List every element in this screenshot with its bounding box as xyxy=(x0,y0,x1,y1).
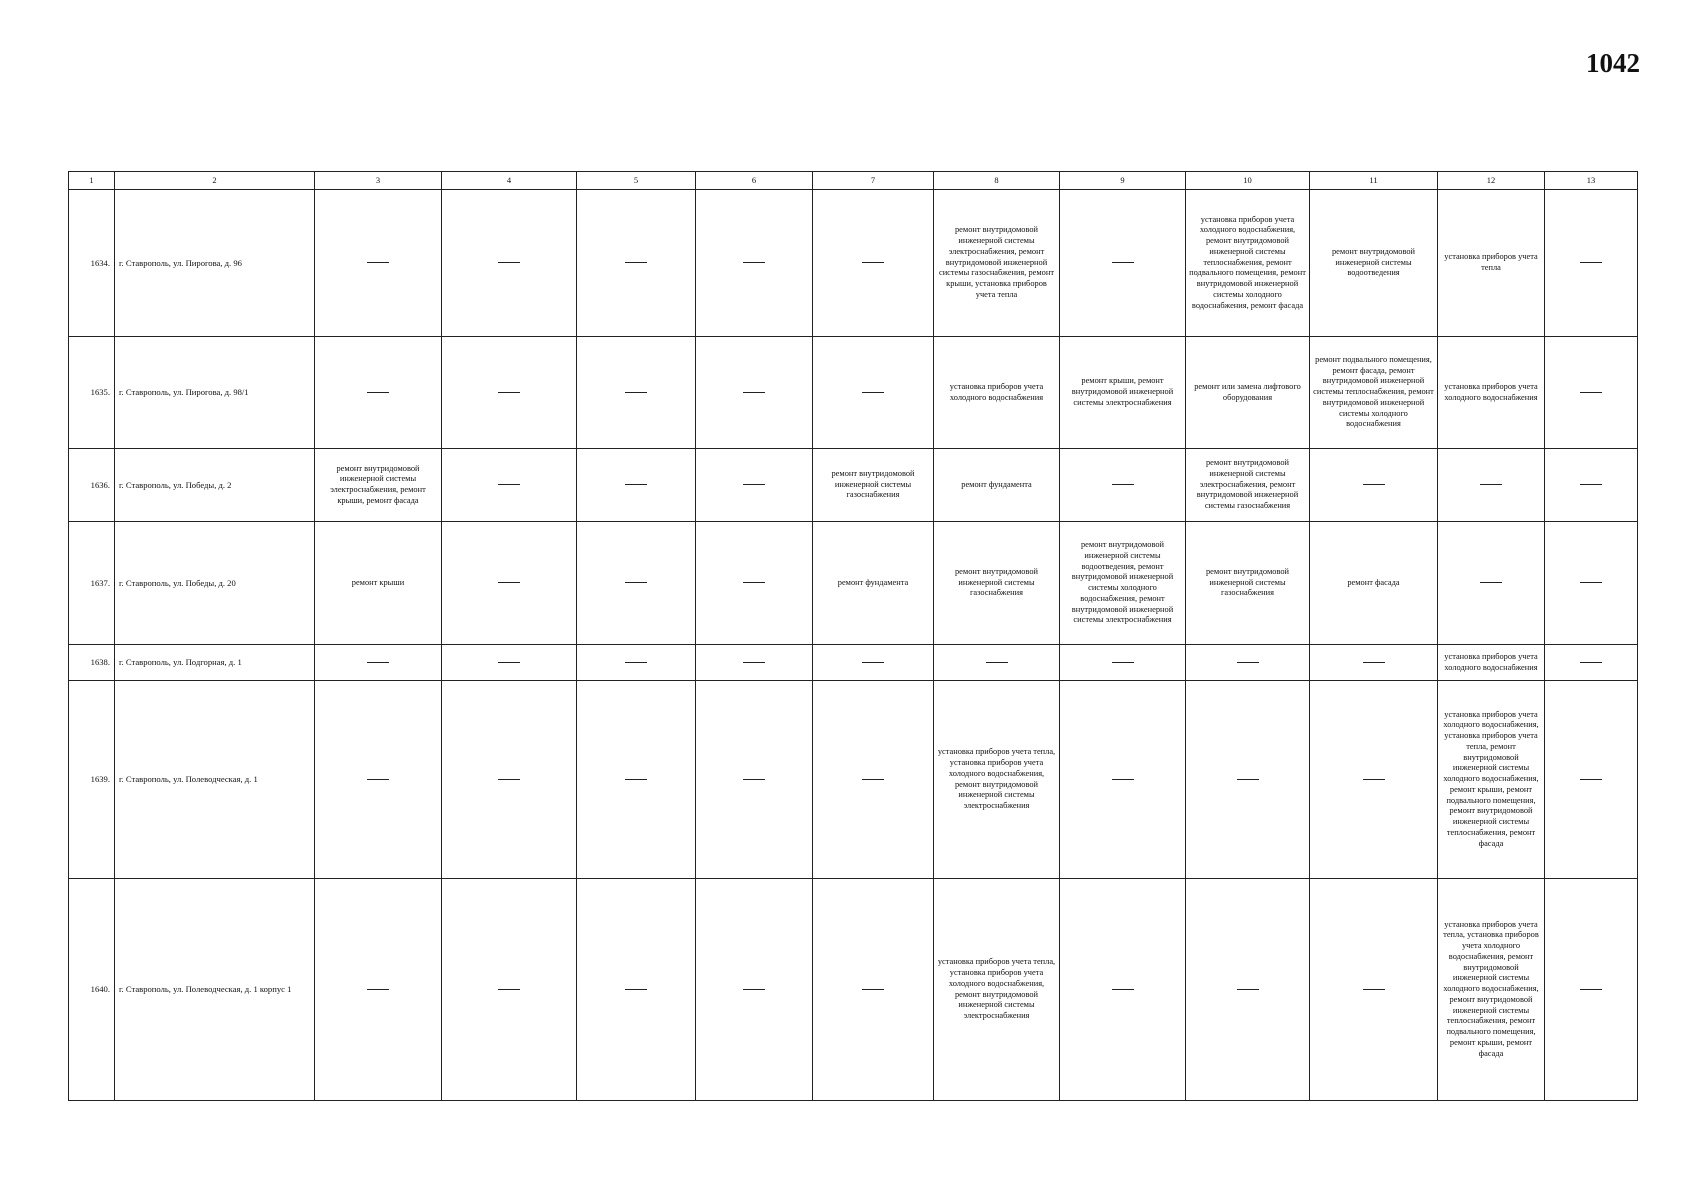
cell-col-9 xyxy=(1060,449,1186,522)
cell-col-10 xyxy=(1186,879,1310,1101)
empty-dash xyxy=(862,392,884,393)
empty-dash xyxy=(862,262,884,263)
empty-dash xyxy=(367,779,389,780)
empty-dash xyxy=(743,484,765,485)
cell-col-5 xyxy=(577,190,696,337)
cell-col-5 xyxy=(577,645,696,681)
cell-col-12: установка приборов учета холодного водоснабжения xyxy=(1438,337,1545,449)
column-number: 2 xyxy=(115,172,315,190)
empty-dash xyxy=(1237,779,1259,780)
cell-col-11 xyxy=(1310,449,1438,522)
empty-dash xyxy=(743,392,765,393)
cell-col-10: ремонт или замена лифтового оборудования xyxy=(1186,337,1310,449)
cell-col-8 xyxy=(934,645,1060,681)
cell-col-12 xyxy=(1438,522,1545,645)
cell-col-5 xyxy=(577,681,696,879)
cell-col-12: установка приборов учета тепла xyxy=(1438,190,1545,337)
empty-dash xyxy=(625,582,647,583)
cell-col-12: установка приборов учета холодного водоснабжения, установка приборов учета тепла, ремонт внутридомовой инженерной системы холодного водоснабжения, ремонт крыши, ремонт подвального помещения, ремонт внутридомовой инженерной системы теплоснабжения, ремонт фасада xyxy=(1438,681,1545,879)
cell-col-4 xyxy=(442,337,577,449)
cell-col-8: установка приборов учета тепла, установка приборов учета холодного водоснабжения, ремонт внутридомовой инженерной системы электроснабжения xyxy=(934,879,1060,1101)
row-number: 1636. xyxy=(69,449,115,522)
row-number: 1634. xyxy=(69,190,115,337)
empty-dash xyxy=(1112,262,1134,263)
cell-col-3: ремонт крыши xyxy=(315,522,442,645)
column-number: 5 xyxy=(577,172,696,190)
empty-dash xyxy=(862,662,884,663)
address-cell: г. Ставрополь, ул. Полеводческая, д. 1 корпус 1 xyxy=(115,879,315,1101)
empty-dash xyxy=(1580,484,1602,485)
cell-col-7 xyxy=(813,645,934,681)
empty-dash xyxy=(1112,989,1134,990)
column-number: 12 xyxy=(1438,172,1545,190)
cell-col-8: установка приборов учета холодного водоснабжения xyxy=(934,337,1060,449)
cell-col-4 xyxy=(442,449,577,522)
cell-col-9 xyxy=(1060,681,1186,879)
column-number: 8 xyxy=(934,172,1060,190)
cell-col-11 xyxy=(1310,681,1438,879)
empty-dash xyxy=(498,779,520,780)
empty-dash xyxy=(498,582,520,583)
empty-dash xyxy=(498,662,520,663)
address-cell: г. Ставрополь, ул. Победы, д. 20 xyxy=(115,522,315,645)
cell-col-13 xyxy=(1545,522,1638,645)
cell-col-13 xyxy=(1545,190,1638,337)
cell-col-11: ремонт внутридомовой инженерной системы водоотведения xyxy=(1310,190,1438,337)
row-number: 1640. xyxy=(69,879,115,1101)
cell-col-4 xyxy=(442,190,577,337)
cell-col-11: ремонт подвального помещения, ремонт фасада, ремонт внутридомовой инженерной системы теплоснабжения, ремонт внутридомовой инженерной системы холодного водоснабжения xyxy=(1310,337,1438,449)
empty-dash xyxy=(986,662,1008,663)
empty-dash xyxy=(1363,484,1385,485)
repair-schedule-table xyxy=(68,171,1638,1101)
empty-dash xyxy=(498,392,520,393)
empty-dash xyxy=(1480,484,1502,485)
cell-col-10: установка приборов учета холодного водоснабжения, ремонт внутридомовой инженерной системы теплоснабжения, ремонт подвального помещения, ремонт внутридомовой инженерной системы холодного водоснабжения, ремонт фасада xyxy=(1186,190,1310,337)
cell-col-4 xyxy=(442,879,577,1101)
empty-dash xyxy=(625,779,647,780)
empty-dash xyxy=(625,662,647,663)
column-number-header-row xyxy=(69,172,1638,190)
table-row xyxy=(69,449,1638,522)
empty-dash xyxy=(1112,779,1134,780)
empty-dash xyxy=(1237,989,1259,990)
empty-dash xyxy=(625,989,647,990)
cell-col-3 xyxy=(315,879,442,1101)
empty-dash xyxy=(1580,262,1602,263)
cell-col-4 xyxy=(442,522,577,645)
cell-col-13 xyxy=(1545,449,1638,522)
cell-col-3 xyxy=(315,645,442,681)
cell-col-7: ремонт внутридомовой инженерной системы газоснабжения xyxy=(813,449,934,522)
column-number: 4 xyxy=(442,172,577,190)
address-cell: г. Ставрополь, ул. Полеводческая, д. 1 xyxy=(115,681,315,879)
cell-col-11 xyxy=(1310,879,1438,1101)
column-number: 6 xyxy=(696,172,813,190)
empty-dash xyxy=(367,662,389,663)
cell-col-9: ремонт крыши, ремонт внутридомовой инженерной системы электроснабжения xyxy=(1060,337,1186,449)
cell-col-13 xyxy=(1545,879,1638,1101)
empty-dash xyxy=(498,262,520,263)
column-number: 13 xyxy=(1545,172,1638,190)
cell-col-8: ремонт фундамента xyxy=(934,449,1060,522)
cell-col-5 xyxy=(577,522,696,645)
empty-dash xyxy=(743,662,765,663)
cell-col-3 xyxy=(315,337,442,449)
empty-dash xyxy=(1237,662,1259,663)
cell-col-5 xyxy=(577,337,696,449)
empty-dash xyxy=(498,484,520,485)
empty-dash xyxy=(367,262,389,263)
cell-col-6 xyxy=(696,190,813,337)
cell-col-7: ремонт фундамента xyxy=(813,522,934,645)
cell-col-8: ремонт внутридомовой инженерной системы газоснабжения xyxy=(934,522,1060,645)
cell-col-4 xyxy=(442,681,577,879)
cell-col-8: ремонт внутридомовой инженерной системы электроснабжения, ремонт внутридомовой инженерной системы газоснабжения, ремонт крыши, установка приборов учета тепла xyxy=(934,190,1060,337)
address-cell: г. Ставрополь, ул. Победы, д. 2 xyxy=(115,449,315,522)
row-number: 1639. xyxy=(69,681,115,879)
column-number: 3 xyxy=(315,172,442,190)
table-row xyxy=(69,879,1638,1101)
cell-col-8: установка приборов учета тепла, установка приборов учета холодного водоснабжения, ремонт внутридомовой инженерной системы электроснабжения xyxy=(934,681,1060,879)
page-number: 1042 xyxy=(1586,48,1640,78)
address-cell: г. Ставрополь, ул. Пирогова, д. 96 xyxy=(115,190,315,337)
empty-dash xyxy=(625,484,647,485)
cell-col-9 xyxy=(1060,190,1186,337)
cell-col-9 xyxy=(1060,879,1186,1101)
column-number: 10 xyxy=(1186,172,1310,190)
empty-dash xyxy=(625,392,647,393)
cell-col-4 xyxy=(442,645,577,681)
table-row xyxy=(69,522,1638,645)
cell-col-3: ремонт внутридомовой инженерной системы электроснабжения, ремонт крыши, ремонт фасада xyxy=(315,449,442,522)
address-cell: г. Ставрополь, ул. Пирогова, д. 98/1 xyxy=(115,337,315,449)
empty-dash xyxy=(743,262,765,263)
empty-dash xyxy=(862,989,884,990)
empty-dash xyxy=(1580,989,1602,990)
empty-dash xyxy=(367,392,389,393)
cell-col-9: ремонт внутридомовой инженерной системы водоотведения, ремонт внутридомовой инженерной системы холодного водоснабжения, ремонт внутридомовой инженерной системы электроснабжения xyxy=(1060,522,1186,645)
row-number: 1635. xyxy=(69,337,115,449)
cell-col-7 xyxy=(813,190,934,337)
table-row xyxy=(69,645,1638,681)
cell-col-6 xyxy=(696,681,813,879)
cell-col-6 xyxy=(696,879,813,1101)
empty-dash xyxy=(498,989,520,990)
cell-col-12 xyxy=(1438,449,1545,522)
table-row xyxy=(69,337,1638,449)
empty-dash xyxy=(862,779,884,780)
cell-col-7 xyxy=(813,337,934,449)
cell-col-5 xyxy=(577,879,696,1101)
table-row xyxy=(69,190,1638,337)
cell-col-6 xyxy=(696,522,813,645)
address-cell: г. Ставрополь, ул. Подгорная, д. 1 xyxy=(115,645,315,681)
empty-dash xyxy=(1112,484,1134,485)
cell-col-11: ремонт фасада xyxy=(1310,522,1438,645)
cell-col-6 xyxy=(696,645,813,681)
empty-dash xyxy=(625,262,647,263)
empty-dash xyxy=(1363,662,1385,663)
cell-col-5 xyxy=(577,449,696,522)
cell-col-12: установка приборов учета тепла, установка приборов учета холодного водоснабжения, ремонт внутридомовой инженерной системы холодного водоснабжения, ремонт внутридомовой инженерной системы теплоснабжения, ремонт подвального помещения, ремонт крыши, ремонт фасада xyxy=(1438,879,1545,1101)
empty-dash xyxy=(1580,392,1602,393)
cell-col-7 xyxy=(813,879,934,1101)
cell-col-10 xyxy=(1186,645,1310,681)
empty-dash xyxy=(1363,779,1385,780)
empty-dash xyxy=(367,989,389,990)
empty-dash xyxy=(1363,989,1385,990)
column-number: 7 xyxy=(813,172,934,190)
cell-col-10: ремонт внутридомовой инженерной системы электроснабжения, ремонт внутридомовой инженерной системы газоснабжения xyxy=(1186,449,1310,522)
column-number: 9 xyxy=(1060,172,1186,190)
table-row xyxy=(69,681,1638,879)
empty-dash xyxy=(1112,662,1134,663)
column-number: 11 xyxy=(1310,172,1438,190)
column-number: 1 xyxy=(69,172,115,190)
row-number: 1637. xyxy=(69,522,115,645)
cell-col-3 xyxy=(315,190,442,337)
empty-dash xyxy=(1480,582,1502,583)
cell-col-6 xyxy=(696,337,813,449)
empty-dash xyxy=(1580,662,1602,663)
cell-col-6 xyxy=(696,449,813,522)
cell-col-11 xyxy=(1310,645,1438,681)
empty-dash xyxy=(743,779,765,780)
cell-col-7 xyxy=(813,681,934,879)
row-number: 1638. xyxy=(69,645,115,681)
cell-col-10 xyxy=(1186,681,1310,879)
cell-col-13 xyxy=(1545,645,1638,681)
cell-col-12: установка приборов учета холодного водоснабжения xyxy=(1438,645,1545,681)
empty-dash xyxy=(1580,779,1602,780)
cell-col-10: ремонт внутридомовой инженерной системы газоснабжения xyxy=(1186,522,1310,645)
empty-dash xyxy=(743,989,765,990)
cell-col-3 xyxy=(315,681,442,879)
cell-col-13 xyxy=(1545,681,1638,879)
empty-dash xyxy=(743,582,765,583)
empty-dash xyxy=(1580,582,1602,583)
cell-col-13 xyxy=(1545,337,1638,449)
cell-col-9 xyxy=(1060,645,1186,681)
